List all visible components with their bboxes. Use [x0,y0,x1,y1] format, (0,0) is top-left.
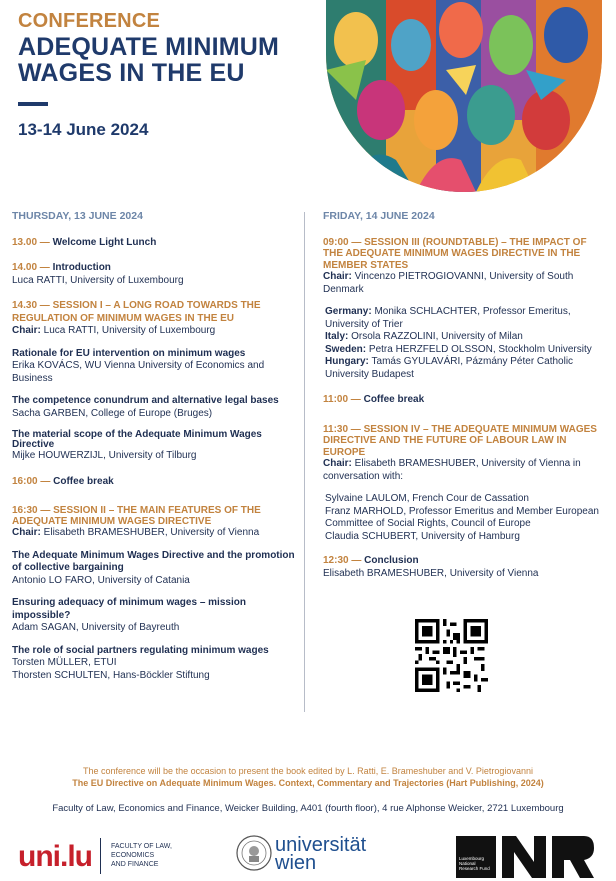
time: 13.00 [12,236,38,248]
chair-label: Chair: [323,271,352,282]
talk-item [12,645,297,683]
logo-separator [100,838,101,874]
book-title: The EU Directive on Adequate Minimum Wages. Context, Commentary and Trajectories (Hart Publishing, 2024) [72,778,544,788]
item-label: Coffee break [53,475,114,487]
talk-title: The material scope of the Adequate Minimum Wages Directive [12,429,262,450]
session-title: SESSION III (ROUNDTABLE) – THE IMPACT OF THE ADEQUATE MINIMUM WAGES DIRECTIVE IN THE MEMBER STATES [323,236,587,271]
title-rule [18,102,48,106]
item-label: Welcome Light Lunch [52,236,157,248]
item-label: Introduction [52,262,111,273]
guest-speaker: Claudia SCHUBERT, University of Hamburg [325,530,520,542]
coffee-break-item: 16:00 — Coffee break [12,475,114,487]
guest-list [323,493,608,543]
talk-item [12,597,297,635]
university-vienna-seal-icon [236,835,272,871]
time: 14.00 [12,262,38,273]
speaker-affiliation: , University of Luxembourg [64,274,184,286]
country-speaker: Germany: Monika SCHLACHTER, Professor Emeritus, University of Trier [325,306,571,330]
chair-label: Chair: [12,325,41,336]
session-title: SESSION II – THE MAIN FEATURES OF THE ADEQUATE MINIMUM WAGES DIRECTIVE [12,505,261,527]
qr-code[interactable] [415,619,488,692]
talk-title: The role of social partners regulating minimum wages [12,644,269,656]
session-title: SESSION I – A LONG ROAD TOWARDS THE REGULATION OF MINIMUM WAGES IN THE EU [12,300,261,324]
time: 11:30 [323,423,349,435]
country-panel [323,306,608,381]
talk-item [12,395,297,420]
speaker-name: Luca RATTI [12,274,65,286]
talk-speaker: Erika KOVÁCS, WU Vienna University of Economics and Business [12,360,265,384]
time: 16:30 [12,505,38,516]
conference-kicker: CONFERENCE [18,10,161,32]
item-label: Conclusion [364,555,419,566]
talk-item [12,348,297,386]
talk-title: Rationale for EU intervention on minimum wages [12,347,246,359]
chair-name: Vincenzo PIETROGIOVANNI, University of South Denmark [323,271,574,295]
friday-heading: FRIDAY, 14 JUNE 2024 [323,210,435,222]
country-speaker: Hungary: Tamás GYULAVÁRI, Pázmány Péter Catholic University Budapest [325,356,574,380]
guest-speaker: Sylvaine LAULOM, French Cour de Cassation [325,493,529,504]
title-line-2: WAGES IN THE EU [18,59,245,87]
book-announcement [0,765,616,789]
talk-speaker: Mijke HOUWERZIJL, University of Tilburg [12,450,197,461]
chair-name: Luca RATTI, University of Luxembourg [40,325,216,336]
talk-speaker: Thorsten SCHULTEN, Hans-Böckler Stiftung [12,669,210,681]
time: 14.30 [12,300,38,311]
time: 09:00 [323,236,349,248]
chair-label: Chair: [323,458,352,469]
friday-column [323,210,608,593]
talk-speaker: Adam SAGAN, University of Bayreuth [12,622,180,633]
session-title: SESSION IV – THE ADEQUATE MINIMUM WAGES DIRECTIVE AND THE FUTURE OF LABOUR LAW IN EUROPE [323,423,597,458]
session-4: 11:30 — SESSION IV – THE ADEQUATE MINIMUM WAGES DIRECTIVE AND THE FUTURE OF LABOUR LAW IN EUROPE Chair: Elisabeth BRAMESHUBER, University of Vienna in conversation with: [323,423,597,482]
introduction-item: 14.00 — Introduction Luca RATTI, University of Luxembourg [12,262,184,286]
chair-name: Elisabeth BRAMESHUBER, University of Vienna in conversation with: [323,458,581,482]
session-3: 09:00 — SESSION III (ROUNDTABLE) – THE IMPACT OF THE ADEQUATE MINIMUM WAGES DIRECTIVE IN THE MEMBER STATES Chair: Vincenzo PIETROGIOVANNI, University of South Denmark [323,236,587,295]
university-vienna-logo: universität wien [275,834,367,874]
time: 12:30 [323,555,349,566]
column-divider [304,212,305,712]
conference-date: 13-14 June 2024 [18,120,149,139]
talk-title: The Adequate Minimum Wages Directive and the promotion of collective bargaining [12,549,295,573]
faculty-logo-text: FACULTY OF LAW, ECONOMICS AND FINANCE [111,843,172,868]
unilu-logo: uni.lu [18,840,92,873]
thursday-column [12,210,297,691]
logo-bar [0,828,616,881]
header [18,10,318,140]
colorful-faces-artwork [326,0,602,192]
chair-label: Chair: [12,527,41,538]
item-label: Coffee break [363,394,425,405]
talk-speaker: Torsten MÜLLER, ETUI [12,657,117,668]
conclusion-item: 12:30 — Conclusion Elisabeth BRAMESHUBER, University of Vienna [323,555,608,580]
talk-speaker: Sacha GARBEN, College of Europe (Bruges) [12,407,213,419]
conference-title [18,34,318,86]
country-speaker: Italy: Orsola RAZZOLINI, University of Milan [325,331,523,342]
country-speaker: Sweden: Petra HERZFELD OLSSON, Stockholm University [325,343,592,355]
venue-address: Faculty of Law, Economics and Finance, Weicker Building, A401 (fourth floor), 4 rue Alphonse Weicker, 2721 Luxembourg [52,803,564,814]
conclusion-speaker: Elisabeth BRAMESHUBER, University of Vienna [323,567,539,579]
talk-title: Ensuring adequacy of minimum wages – mission impossible? [12,597,246,621]
talk-speaker: Antonio LO FARO, University of Catania [12,574,190,586]
talk-item [12,430,297,463]
coffee-break-item: 11:00 — Coffee break [323,394,425,405]
session-2: 16:30 — SESSION II – THE MAIN FEATURES OF THE ADEQUATE MINIMUM WAGES DIRECTIVE Chair: Elisabeth BRAMESHUBER, University of Vienna [12,505,261,538]
chair-name: Elisabeth BRAMESHUBER, University of Vienna [40,527,260,538]
guest-speaker: Franz MARHOLD, Professor Emeritus and Member European Committee of Social Rights, Council of Europe [325,505,599,529]
welcome-item: 13.00 — Welcome Light Lunch [12,236,157,248]
session-1: 14.30 — SESSION I – A LONG ROAD TOWARDS THE REGULATION OF MINIMUM WAGES IN THE EU Chair: Luca RATTI, University of Luxembourg [12,300,261,336]
talk-title: The competence conundrum and alternative legal bases [12,395,279,406]
thursday-heading: THURSDAY, 13 JUNE 2024 [12,210,143,222]
time: 16:00 [12,475,38,487]
talk-item [12,550,297,588]
time: 11:00 [323,394,349,405]
book-note: The conference will be the occasion to present the book edited by L. Ratti, E. Brameshuber and V. Pietrogiovanni [83,766,533,776]
title-line-1: ADEQUATE MINIMUM [18,33,280,61]
fnr-logo-text: Luxembourg National Research Fund [459,856,490,871]
